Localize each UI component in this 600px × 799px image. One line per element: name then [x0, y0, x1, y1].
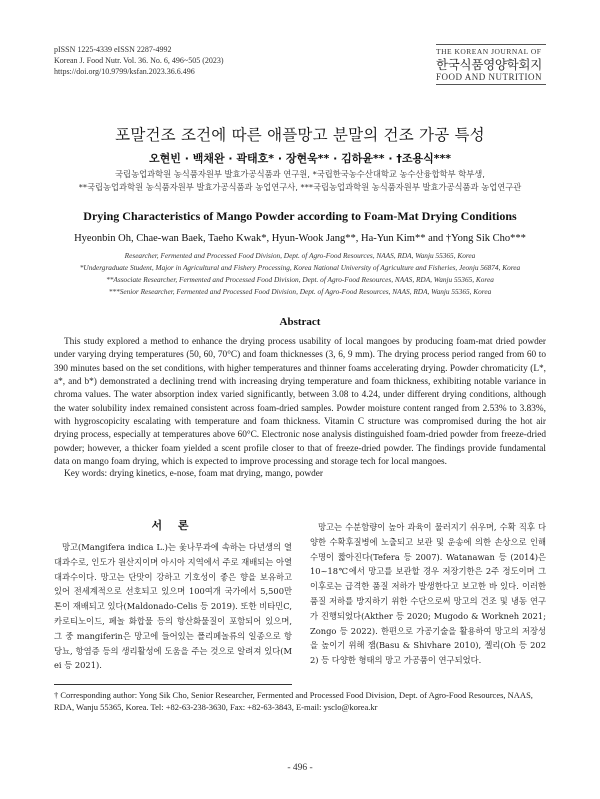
- introduction-paragraph-2: 망고는 수분함량이 높아 과육이 물러지기 쉬우며, 수확 직후 다양한 수확후질병에 노출되고 보관 및 운송에 의한 손상으로 인해 수명이 짧아진다(Tefera 등 2007). Watanawan 등 (2014)은 10~18℃에서 망고를 보관할 경우 저장기한은 2주 정도이며 그 이후로는 급격한 품질 저하가 발생한다고 보고한 바 있다. 이러한 품질 저하를 방지하기 위한 수단으로써 망고의 건조 및 냉동 연구가 진행되었다(Akther 등 2020; Mugodo & Workneh 2021; Zongo 등 2022). 한편으로 가공기술을 활용하여 망고의 저장성을 높이기 위해 잼(Basu & Shivhare 2010), 젤리(Oh 등 2022) 등 다양한 형태의 망고 가공품이 연구되었다.: [310, 522, 546, 666]
- keywords: Key words: drying kinetics, e-nose, foam mat drying, mango, powder: [64, 469, 323, 479]
- abstract-body: [54, 336, 546, 469]
- citation-line: Korean J. Food Nutr. Vol. 36. No. 6, 496~505 (2023): [54, 56, 224, 65]
- masthead-rule-bottom: [436, 84, 546, 85]
- introduction-right-column: [310, 520, 546, 668]
- journal-name-en-top: THE KOREAN JOURNAL OF: [436, 47, 542, 56]
- issn-line: pISSN 1225-4339 eISSN 2287-4992: [54, 45, 172, 54]
- affiliation-english-1: Researcher, Fermented and Processed Food Division, Dept. of Agro-Food Resources, NAAS, RDA, Wanju 55365, Korea: [124, 251, 476, 260]
- page-number: - 496 -: [287, 763, 313, 773]
- title-korean: 포말건조 조건에 따른 애플망고 분말의 건조 가공 특성: [115, 126, 485, 144]
- abstract-heading: Abstract: [279, 316, 321, 328]
- journal-name-ko: 한국식품영양학회지: [436, 57, 542, 72]
- affiliation-english-4: ***Senior Researcher, Fermented and Processed Food Division, Dept. of Agro-Food Resources, NAAS, RDA, Wanju 55365, Korea: [108, 287, 492, 296]
- introduction-heading: 서 론: [151, 519, 195, 532]
- introduction-paragraph-1: 망고(Mangifera indica L.)는 옻나무과에 속하는 다년생의 열대과수로, 인도가 원산지이며 아시아 지역에서 주로 재배되는 아열대과수이다. 망고는 단맛이 강하고 기호성이 좋은 향을 보유하고 있어 전세계적으로 선호되고 있으며 100여개 국가에서 5,500만 톤이 재배되고 있다(Maldonado-Celis 등 2019). 또한 비타민C, 카로티노이드, 페놀 화합물 등의 항산화물질이 포함되어 있으며, 그 중 mangiferin은 망고에 들어있는 폴리페놀류의 일종으로 항당뇨, 항염증 등의 생리활성에 도움을 주는 것으로 알려져 있다(Mei 등 2021).: [54, 542, 292, 671]
- article-metadata: [54, 44, 224, 77]
- footnote-divider: [54, 684, 292, 685]
- journal-masthead: [436, 44, 546, 85]
- affiliation-english-2: *Undergraduate Student, Major in Agricultural and Fishery Processing, Korea National University of Agriculture and Fisheries, Jeonju 56874, Korea: [79, 263, 521, 272]
- title-english: Drying Characteristics of Mango Powder according to Foam-Mat Drying Conditions: [83, 209, 517, 223]
- affiliation-korean-2: **국립농업과학원 농식품자원부 발효가공식품과 농업연구사, ***국립농업과학원 농식품자원부 발효가공식품과 농업연구관: [78, 182, 522, 192]
- introduction-left-column: [54, 540, 292, 673]
- corresponding-author-footnote: † Corresponding author: Yong Sik Cho, Senior Researcher, Fermented and Processed Food Division, Dept. of Agro-Food Resources, NAAS, RDA, Wanju 55365, Korea. Tel: +82-63-238-3630, Fax: +82-63-3843, E-mail: ysclo@korea.kr: [54, 690, 533, 712]
- affiliation-english-3: **Associate Researcher, Fermented and Processed Food Division, Dept. of Agro-Food Resources, NAAS, RDA, Wanju 55365, Korea: [106, 275, 494, 284]
- journal-name-en-bottom: FOOD AND NUTRITION: [436, 72, 542, 82]
- authors-english: Hyeonbin Oh, Chae-wan Baek, Taeho Kwak*, Hyun-Wook Jang**, Ha-Yun Kim** and †Yong Sik Cho***: [74, 233, 526, 244]
- doi-line[interactable]: https://doi.org/10.9799/ksfan.2023.36.6.496: [54, 67, 195, 76]
- authors-korean: 오현빈 · 백채완 · 곽태호* · 장현욱** · 김하윤** · †조용식***: [149, 152, 451, 165]
- affiliation-korean-1: 국립농업과학원 농식품자원부 발효가공식품과 연구원, *국립한국농수산대학교 농수산융합학부 학부생,: [115, 169, 485, 179]
- abstract-text: This study explored a method to enhance the drying process usability of local mangoes by producing foam-mat dried powder under varying drying temperatures (50, 60, 70°C) and foam thicknesses (3, 6, 9 mm). The drying process period ranged from 60 to 390 minutes based on the set conditions, with higher temperatures and thinner foams accelerating drying. Powder chromaticity (L*, a*, and b*) demonstrated a declining trend with increasing drying temperature and foam thickness, exhibiting notable variance in chroma values. The water absorption index varied significantly, between 3.08 to 4.24, under different drying conditions, although the water solubility index remained consistent across foam-dried samples. Powder moisture content ranged from 2.53% to 3.83%, with hygroscopicity escalating with temperature and foam thickness. Vitamin C structure was compromised during the hot air drying process, especially at temperatures above 60°C. Electronic nose analysis distinguished foam-dried powder from freeze-dried powder; however, a thicker foam yielded a scent profile closer to that of freeze-dried powder. The findings provide fundamental data on mango foam drying, which is expected to improve processing and storage tech for local mangoes.: [54, 337, 546, 468]
